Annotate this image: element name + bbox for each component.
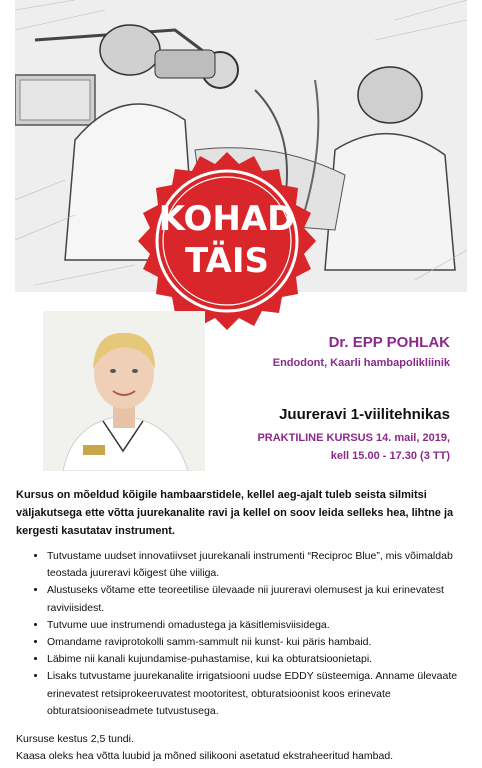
- doctor-role: Endodont, Kaarli hambapolikliinik: [272, 357, 450, 369]
- stamp-line2: TÄIS: [184, 241, 270, 281]
- list-item: • Alustuseks võtame ette teoreetilise ülevaade nii juureravi olemusest ja kui erinevatest raviviisidest.: [47, 582, 479, 616]
- course-tt-text: (3 TT): [420, 450, 450, 462]
- list-item: • Tutvustame uudset innovatiivset juurekanali instrumenti “Reciproc Blue”, mis võimaldab teostada juureravi kõigest ühe viiliga.: [47, 548, 479, 582]
- course-intro: Kursus on mõeldud kõigile hambaarstidele, kellel aeg-ajalt tuleb seista silmitsi väljakutsega ette võtta juurekanalite ravi ja kellel on soov leida selleks hea, lihtne ja kergesti kasutatav instrument.: [16, 489, 454, 537]
- list-item: • Lisaks tutvustame juurekanalite irrigatsiooni uudse EDDY süsteemiga. Anname ülevaate erinevatest retsiprokeeruvatest mootoritest, obturatsioonist koos erinevate obturatsiooniseadmete tutvustusega.: [47, 668, 479, 720]
- course-duration: Kursuse kestus 2,5 tundi.: [16, 733, 134, 745]
- list-item: • Läbime nii kanali kujundamise-puhastamise, kui ka obturatsioonietapi.: [47, 651, 479, 668]
- doctor-portrait: [43, 311, 205, 471]
- course-tt: [420, 450, 450, 462]
- course-title: Juureravi 1-viilitehnikas: [279, 406, 450, 423]
- course-time: [331, 450, 450, 462]
- course-date: PRAKTILINE KURSUS 14. mail, 2019,: [257, 432, 450, 444]
- course-time-range: kell 15.00 - 17.30: [330, 450, 417, 462]
- doctor-name: [329, 334, 450, 351]
- list-item: • Omandame raviprotokolli samm-sammult nii kunst- kui päris hambaid.: [47, 634, 479, 651]
- list-item: • Tutvume uue instrumendi omadustega ja käsitlemisviisidega.: [47, 617, 479, 634]
- full-stamp: [136, 150, 318, 332]
- doctor-name-text: Dr. EPP POHLAK: [328, 334, 450, 351]
- stamp-line1: KOHAD: [158, 199, 296, 239]
- course-bullets: [32, 548, 479, 720]
- bring-along-note: Kaasa oleks hea võtta luubid ja mõned silikooni asetatud ekstraheeritud hambad.: [16, 750, 394, 762]
